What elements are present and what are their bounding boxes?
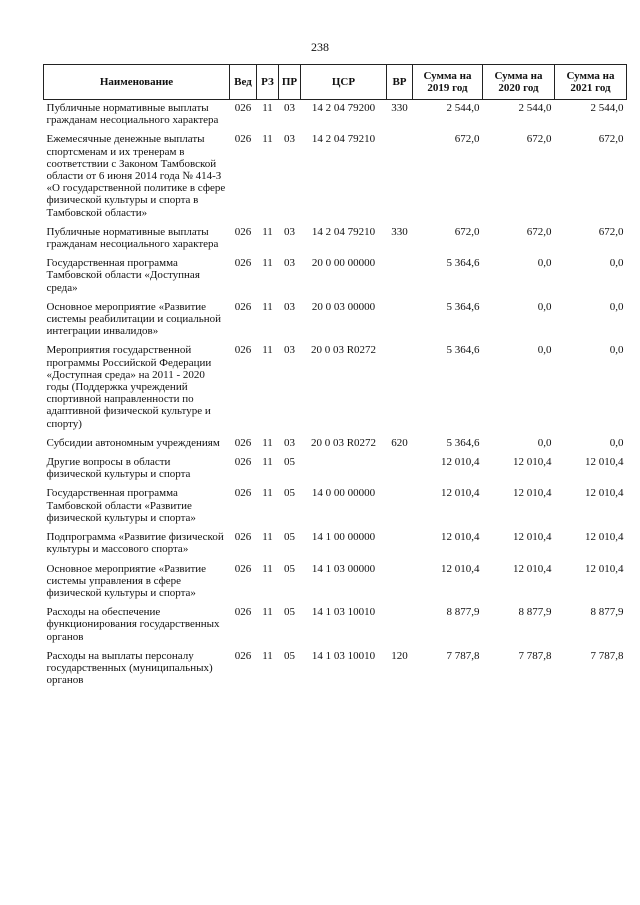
row-sum-2019: 5 364,6 xyxy=(446,344,480,357)
row-csr: 20 0 03 R0272 xyxy=(310,344,377,357)
row-sum-2020: 12 010,4 xyxy=(513,531,552,544)
row-sum-2021: 0,0 xyxy=(609,436,624,449)
row-sum-2020: 0,0 xyxy=(537,436,552,449)
row-pr: 03 xyxy=(284,133,295,146)
row-vr: 620 xyxy=(391,436,408,449)
table-row xyxy=(44,100,627,134)
header-sum-2019: Сумма на 2019 год xyxy=(413,65,483,100)
row-sum-2020: 672,0 xyxy=(526,133,552,146)
table-body xyxy=(44,100,627,694)
row-csr: 14 1 03 10010 xyxy=(311,606,376,619)
row-rz: 11 xyxy=(262,487,273,500)
row-rz: 11 xyxy=(262,102,273,114)
row-rz: 11 xyxy=(262,344,273,357)
row-sum-2020: 12 010,4 xyxy=(513,456,552,469)
row-rz: 11 xyxy=(262,649,273,662)
budget-table xyxy=(43,64,627,693)
row-vr xyxy=(387,257,413,301)
row-vr xyxy=(387,301,413,345)
row-sum-2021: 0,0 xyxy=(609,257,624,270)
row-name: Расходы на обеспечение функционирования государственных органов xyxy=(46,606,220,643)
row-csr: 20 0 03 R0272 xyxy=(310,436,377,449)
row-vr xyxy=(387,456,413,487)
row-ved: 026 xyxy=(234,649,252,662)
row-vr xyxy=(387,606,413,650)
row-sum-2020: 7 787,8 xyxy=(518,649,552,662)
row-sum-2021: 12 010,4 xyxy=(585,456,624,469)
row-sum-2021: 8 877,9 xyxy=(590,606,624,619)
page-number: 238 xyxy=(311,40,329,54)
row-ved: 026 xyxy=(234,344,252,357)
table-header xyxy=(44,65,627,100)
row-pr: 03 xyxy=(284,436,295,449)
row-sum-2019: 672,0 xyxy=(454,133,480,146)
row-vr: 330 xyxy=(391,225,408,238)
table-row xyxy=(44,226,627,257)
row-ved: 026 xyxy=(234,606,252,619)
row-sum-2021: 672,0 xyxy=(598,133,624,146)
row-csr xyxy=(301,456,387,487)
row-rz: 11 xyxy=(262,225,273,238)
row-ved: 026 xyxy=(234,562,252,575)
table-row xyxy=(44,133,627,225)
row-name: Публичные нормативные выплаты гражданам несоциального характера xyxy=(46,102,219,127)
row-rz: 11 xyxy=(262,300,273,313)
row-sum-2019: 12 010,4 xyxy=(441,456,480,469)
row-pr: 05 xyxy=(284,456,295,469)
row-name: Государственная программа Тамбовской области «Доступная среда» xyxy=(46,257,200,294)
row-sum-2021: 672,0 xyxy=(598,225,624,238)
row-csr: 20 0 03 00000 xyxy=(311,300,376,313)
row-name: Другие вопросы в области физической культуры и спорта xyxy=(46,456,191,481)
row-csr: 20 0 00 00000 xyxy=(311,257,376,270)
row-ved: 026 xyxy=(234,436,252,449)
row-csr: 14 1 03 10010 xyxy=(311,649,376,662)
row-sum-2021: 2 544,0 xyxy=(590,102,624,114)
table-row xyxy=(44,563,627,607)
row-vr xyxy=(387,487,413,531)
row-name: Ежемесячные денежные выплаты спортсменам и их тренерам в соответствии с Законом Тамбовской области от 6 июня 2014 года № 414-З «О государственной политике в сфере физической культуры и спорта в Тамбовской области» xyxy=(46,133,226,219)
header-ved: Вед xyxy=(230,65,257,100)
table-row xyxy=(44,301,627,345)
row-sum-2021: 12 010,4 xyxy=(585,562,624,575)
row-vr xyxy=(387,563,413,607)
table-row xyxy=(44,531,627,562)
row-sum-2021: 0,0 xyxy=(609,300,624,313)
row-ved: 026 xyxy=(234,300,252,313)
row-ved: 026 xyxy=(234,133,252,146)
row-sum-2020: 0,0 xyxy=(537,344,552,357)
row-vr xyxy=(387,133,413,225)
row-sum-2019: 12 010,4 xyxy=(441,531,480,544)
row-pr: 05 xyxy=(284,531,295,544)
row-rz: 11 xyxy=(262,606,273,619)
row-rz: 11 xyxy=(262,562,273,575)
header-rz: РЗ xyxy=(257,65,279,100)
table-row xyxy=(44,456,627,487)
row-sum-2020: 8 877,9 xyxy=(518,606,552,619)
row-pr: 03 xyxy=(284,225,295,238)
row-sum-2020: 12 010,4 xyxy=(513,562,552,575)
row-rz: 11 xyxy=(262,436,273,449)
row-vr: 330 xyxy=(391,102,408,114)
row-pr: 05 xyxy=(284,562,295,575)
row-rz: 11 xyxy=(262,531,273,544)
row-ved: 026 xyxy=(234,257,252,270)
row-pr: 03 xyxy=(284,344,295,357)
row-vr xyxy=(387,531,413,562)
header-sum-2021: Сумма на 2021 год xyxy=(555,65,627,100)
row-name: Субсидии автономным учреждениям xyxy=(46,436,220,449)
row-sum-2019: 2 544,0 xyxy=(446,102,480,114)
row-name: Подпрограмма «Развитие физической культуры и массового спорта» xyxy=(46,531,224,556)
row-pr: 03 xyxy=(284,257,295,270)
row-name: Основное мероприятие «Развитие системы реабилитации и социальной интеграции инвалидов» xyxy=(46,300,221,338)
table-row xyxy=(44,487,627,531)
row-sum-2019: 5 364,6 xyxy=(446,300,480,313)
row-csr: 14 0 00 00000 xyxy=(311,487,376,500)
table-row xyxy=(44,606,627,650)
row-sum-2021: 12 010,4 xyxy=(585,487,624,500)
row-sum-2020: 12 010,4 xyxy=(513,487,552,500)
header-sum-2020: Сумма на 2020 год xyxy=(483,65,555,100)
row-sum-2019: 5 364,6 xyxy=(446,436,480,449)
header-vr: ВР xyxy=(387,65,413,100)
row-sum-2020: 2 544,0 xyxy=(518,102,552,114)
row-ved: 026 xyxy=(234,531,252,544)
row-ved: 026 xyxy=(234,487,252,500)
row-name: Мероприятия государственной программы Российской Федерации «Доступная среда» на 2011 - 2020 годы (Поддержка учреждений спортивной направленности по адаптивной физической культуре и спорту) xyxy=(46,344,212,430)
row-pr: 03 xyxy=(284,102,295,114)
row-pr: 05 xyxy=(284,649,295,662)
row-pr: 03 xyxy=(284,300,295,313)
row-sum-2019: 12 010,4 xyxy=(441,487,480,500)
header-name: Наименование xyxy=(44,65,230,100)
row-csr: 14 2 04 79210 xyxy=(311,225,376,238)
row-csr: 14 2 04 79210 xyxy=(311,133,376,146)
row-pr: 05 xyxy=(284,487,295,500)
row-csr: 14 1 03 00000 xyxy=(311,562,376,575)
row-csr: 14 2 04 79200 xyxy=(311,102,376,114)
row-sum-2019: 672,0 xyxy=(454,225,480,238)
row-pr: 05 xyxy=(284,606,295,619)
row-sum-2021: 0,0 xyxy=(609,344,624,357)
table-row xyxy=(44,437,627,456)
row-name: Основное мероприятие «Развитие системы управления в сфере физической культуры и спорта» xyxy=(46,562,207,599)
table-row xyxy=(44,344,627,436)
row-name: Расходы на выплаты персоналу государственных (муниципальных) органов xyxy=(46,649,213,687)
table-row xyxy=(44,257,627,301)
row-sum-2019: 5 364,6 xyxy=(446,257,480,270)
row-sum-2019: 7 787,8 xyxy=(446,649,480,662)
row-csr: 14 1 00 00000 xyxy=(311,531,376,544)
row-name: Публичные нормативные выплаты гражданам несоциального характера xyxy=(46,225,219,251)
row-sum-2021: 12 010,4 xyxy=(585,531,624,544)
row-sum-2020: 0,0 xyxy=(537,300,552,313)
row-sum-2020: 672,0 xyxy=(526,225,552,238)
row-sum-2019: 8 877,9 xyxy=(446,606,480,619)
row-ved: 026 xyxy=(234,456,252,469)
row-sum-2020: 0,0 xyxy=(537,257,552,270)
table-row xyxy=(44,650,627,694)
header-csr: ЦСР xyxy=(301,65,387,100)
header-pr: ПР xyxy=(279,65,301,100)
row-sum-2019: 12 010,4 xyxy=(441,562,480,575)
row-ved: 026 xyxy=(234,225,252,238)
row-ved: 026 xyxy=(234,102,252,114)
row-rz: 11 xyxy=(262,133,273,146)
row-rz: 11 xyxy=(262,257,273,270)
row-vr: 120 xyxy=(391,649,408,662)
row-name: Государственная программа Тамбовской области «Развитие физической культуры и спорта» xyxy=(46,487,196,524)
row-vr xyxy=(387,344,413,436)
row-rz: 11 xyxy=(262,456,273,469)
row-sum-2021: 7 787,8 xyxy=(590,649,624,662)
